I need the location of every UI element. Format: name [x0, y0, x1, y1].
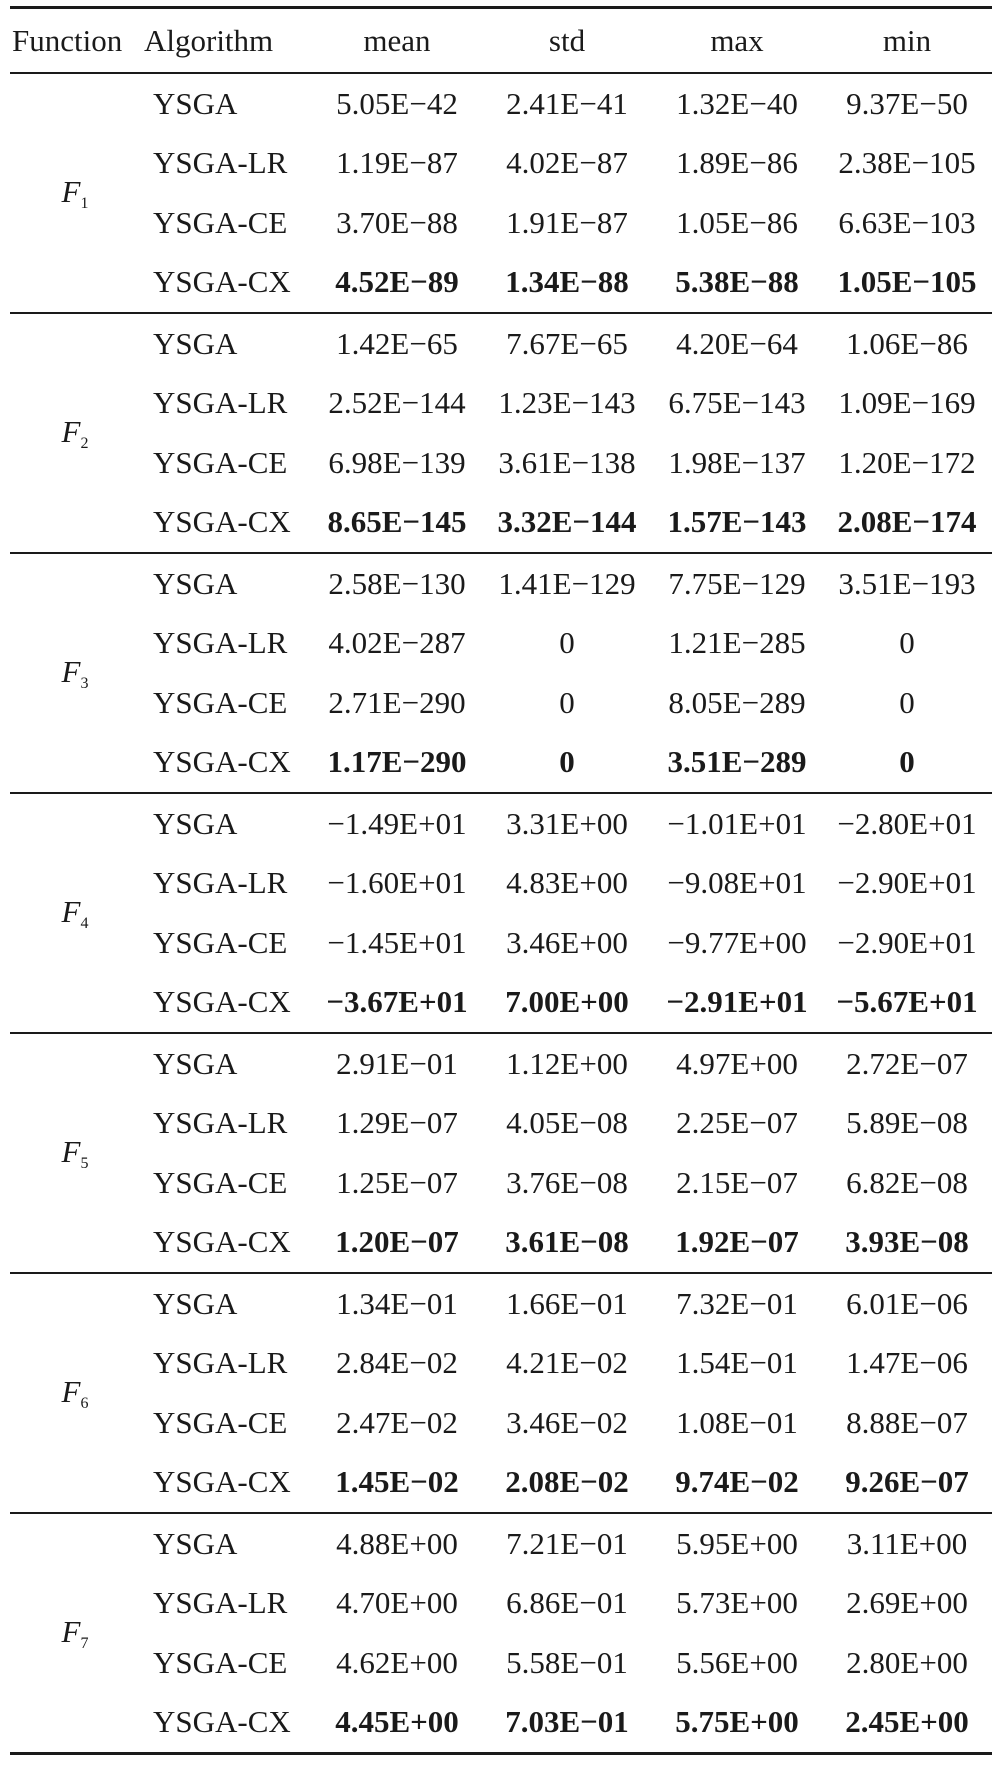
table-row	[10, 1033, 992, 1094]
value-cell-max: 1.54E−01	[676, 1345, 798, 1381]
value-cell-std: 3.46E−02	[506, 1404, 628, 1440]
value-cell-min: 5.89E−08	[846, 1105, 968, 1141]
value-cell-mean: 1.20E−07	[335, 1224, 459, 1260]
algorithm-cell: YSGA	[140, 1513, 312, 1574]
value-cell-max: 7.75E−129	[652, 553, 822, 614]
table-row	[10, 913, 992, 973]
table-body	[10, 73, 992, 1754]
value-cell-mean: 2.47E−02	[336, 1404, 458, 1440]
algorithm-cell: YSGA-LR	[153, 385, 288, 421]
value-cell-max: 2.15E−07	[676, 1164, 798, 1200]
value-cell-std: 7.67E−65	[482, 313, 652, 374]
value-cell-mean: 4.02E−287	[328, 625, 466, 661]
value-cell-std: 5.58E−01	[506, 1644, 628, 1680]
value-cell-mean: −1.49E+01	[312, 793, 482, 854]
value-cell-max: 6.75E−143	[668, 385, 806, 421]
value-cell-max: −9.77E+00	[667, 924, 807, 960]
value-cell-std: 6.86E−01	[506, 1585, 628, 1621]
algorithm-cell: YSGA-CE	[153, 444, 288, 480]
algorithm-cell: YSGA-LR	[153, 1105, 288, 1141]
value-cell-std: 3.46E+00	[506, 924, 628, 960]
value-cell-mean: 1.25E−07	[336, 1164, 458, 1200]
column-header-function: Function	[12, 22, 123, 58]
table-row	[10, 253, 992, 314]
algorithm-cell: YSGA-CX	[153, 984, 291, 1020]
value-cell-mean: 4.62E+00	[336, 1644, 458, 1680]
column-header-mean: mean	[363, 22, 431, 58]
value-cell-mean: 4.52E−89	[335, 264, 459, 300]
function-subscript: 7	[80, 1634, 89, 1652]
table-row	[10, 193, 992, 253]
value-cell-std: 1.91E−87	[506, 204, 628, 240]
algorithm-cell: YSGA-CX	[153, 1224, 291, 1260]
value-cell-mean: 3.70E−88	[336, 204, 458, 240]
value-cell-max: 5.56E+00	[676, 1644, 798, 1680]
value-cell-mean: 2.71E−290	[328, 684, 466, 720]
value-cell-std: 3.76E−08	[506, 1164, 628, 1200]
results-table	[10, 6, 992, 1755]
value-cell-min: 6.01E−06	[822, 1273, 992, 1334]
value-cell-min: 2.45E+00	[845, 1704, 969, 1740]
function-subscript: 4	[80, 914, 89, 932]
value-cell-min: 3.51E−193	[822, 553, 992, 614]
table-row	[10, 433, 992, 493]
value-cell-std: 0	[559, 684, 575, 720]
algorithm-cell: YSGA-LR	[153, 145, 288, 181]
value-cell-mean: 1.42E−65	[312, 313, 482, 374]
value-cell-max: 1.08E−01	[676, 1404, 798, 1440]
value-cell-min: −2.90E+01	[837, 924, 977, 960]
value-cell-mean: 4.45E+00	[335, 1704, 459, 1740]
value-cell-max: 4.20E−64	[652, 313, 822, 374]
value-cell-mean: 6.98E−139	[328, 444, 466, 480]
column-header-max: max	[710, 22, 764, 58]
value-cell-min: −5.67E+01	[836, 984, 978, 1020]
algorithm-cell: YSGA-CE	[153, 1644, 288, 1680]
algorithm-cell: YSGA-LR	[153, 625, 288, 661]
table-row	[10, 854, 992, 914]
results-table-container	[10, 6, 992, 1755]
value-cell-min: 2.72E−07	[822, 1033, 992, 1094]
algorithm-cell: YSGA-CX	[153, 1464, 291, 1500]
value-cell-max: 5.73E+00	[676, 1585, 798, 1621]
algorithm-cell: YSGA-CE	[153, 1164, 288, 1200]
column-header-std: std	[548, 22, 586, 58]
function-subscript: 3	[80, 674, 89, 692]
table-row	[10, 973, 992, 1034]
value-cell-min: 1.06E−86	[822, 313, 992, 374]
value-cell-mean: 5.05E−42	[312, 73, 482, 134]
value-cell-min: 8.88E−07	[846, 1404, 968, 1440]
algorithm-cell: YSGA-CE	[153, 684, 288, 720]
value-cell-max: −9.08E+01	[667, 865, 807, 901]
algorithm-cell: YSGA	[140, 1033, 312, 1094]
value-cell-min: −2.90E+01	[837, 865, 977, 901]
value-cell-std: 2.41E−41	[482, 73, 652, 134]
value-cell-max: −1.01E+01	[652, 793, 822, 854]
value-cell-std: 1.23E−143	[498, 385, 636, 421]
value-cell-mean: 1.29E−07	[336, 1105, 458, 1141]
value-cell-std: 7.03E−01	[505, 1704, 629, 1740]
value-cell-mean: 1.34E−01	[312, 1273, 482, 1334]
function-symbol: F	[61, 1613, 81, 1649]
value-cell-max: 1.05E−86	[676, 204, 798, 240]
value-cell-mean: −3.67E+01	[326, 984, 468, 1020]
value-cell-mean: −1.60E+01	[327, 865, 467, 901]
function-label	[10, 553, 140, 793]
table-header	[10, 8, 992, 74]
table-row	[10, 493, 992, 554]
value-cell-std: 4.83E+00	[506, 865, 628, 901]
value-cell-min: 0	[899, 684, 915, 720]
algorithm-cell: YSGA-LR	[153, 865, 288, 901]
value-cell-std: 4.02E−87	[506, 145, 628, 181]
table-row	[10, 1513, 992, 1574]
table-row	[10, 793, 992, 854]
value-cell-std: 4.21E−02	[506, 1345, 628, 1381]
function-label	[10, 1033, 140, 1273]
header-row	[10, 8, 992, 74]
column-header-algorithm: Algorithm	[144, 22, 274, 58]
value-cell-max: 3.51E−289	[667, 744, 807, 780]
algorithm-cell: YSGA-LR	[153, 1345, 288, 1381]
algorithm-cell: YSGA	[140, 73, 312, 134]
value-cell-std: 7.21E−01	[482, 1513, 652, 1574]
value-cell-mean: −1.45E+01	[327, 924, 467, 960]
function-label	[10, 73, 140, 313]
table-row	[10, 313, 992, 374]
algorithm-cell: YSGA-CX	[153, 1704, 291, 1740]
function-subscript: 6	[80, 1394, 89, 1412]
value-cell-min: 2.38E−105	[838, 145, 976, 181]
value-cell-min: 0	[899, 744, 915, 780]
value-cell-max: 5.75E+00	[675, 1704, 799, 1740]
value-cell-std: 3.32E−144	[497, 504, 637, 540]
algorithm-cell: YSGA-CE	[153, 204, 288, 240]
value-cell-min: 6.63E−103	[838, 204, 976, 240]
algorithm-cell: YSGA-CX	[153, 264, 291, 300]
function-symbol: F	[61, 893, 81, 929]
algorithm-cell: YSGA-LR	[153, 1585, 288, 1621]
function-label	[10, 1513, 140, 1754]
value-cell-min: 6.82E−08	[846, 1164, 968, 1200]
function-label	[10, 313, 140, 553]
function-subscript: 1	[80, 194, 89, 212]
value-cell-min: 1.09E−169	[838, 385, 976, 421]
value-cell-mean: 2.58E−130	[312, 553, 482, 614]
value-cell-std: 2.08E−02	[505, 1464, 629, 1500]
value-cell-max: 1.89E−86	[676, 145, 798, 181]
value-cell-min: 3.11E+00	[822, 1513, 992, 1574]
value-cell-std: 1.41E−129	[482, 553, 652, 614]
table-row	[10, 614, 992, 674]
table-row	[10, 1633, 992, 1693]
table-row	[10, 1574, 992, 1634]
algorithm-cell: YSGA-CE	[153, 924, 288, 960]
value-cell-std: 1.34E−88	[505, 264, 629, 300]
value-cell-max: 5.38E−88	[675, 264, 799, 300]
value-cell-min: 0	[899, 625, 915, 661]
algorithm-cell: YSGA	[140, 1273, 312, 1334]
table-row	[10, 733, 992, 794]
table-row	[10, 1693, 992, 1754]
function-label	[10, 793, 140, 1033]
function-symbol: F	[61, 173, 81, 209]
value-cell-max: 8.05E−289	[668, 684, 806, 720]
table-row	[10, 1213, 992, 1274]
table-row	[10, 1273, 992, 1334]
value-cell-mean: 1.45E−02	[335, 1464, 459, 1500]
value-cell-std: 3.61E−08	[505, 1224, 629, 1260]
value-cell-std: 0	[559, 744, 575, 780]
value-cell-mean: 4.70E+00	[336, 1585, 458, 1621]
column-header-min: min	[882, 22, 932, 58]
function-subscript: 2	[80, 434, 89, 452]
algorithm-cell: YSGA	[140, 313, 312, 374]
value-cell-min: 1.20E−172	[838, 444, 976, 480]
function-symbol: F	[61, 413, 81, 449]
value-cell-max: 1.92E−07	[675, 1224, 799, 1260]
table-row	[10, 1334, 992, 1394]
value-cell-min: 9.37E−50	[822, 73, 992, 134]
value-cell-mean: 2.84E−02	[336, 1345, 458, 1381]
function-subscript: 5	[80, 1154, 89, 1172]
value-cell-std: 7.00E+00	[505, 984, 629, 1020]
value-cell-std: 0	[559, 625, 575, 661]
value-cell-mean: 2.91E−01	[312, 1033, 482, 1094]
value-cell-std: 3.31E+00	[482, 793, 652, 854]
table-row	[10, 1153, 992, 1213]
table-row	[10, 673, 992, 733]
value-cell-max: 1.57E−143	[667, 504, 807, 540]
value-cell-min: 2.80E+00	[846, 1644, 968, 1680]
value-cell-std: 1.12E+00	[482, 1033, 652, 1094]
algorithm-cell: YSGA-CX	[153, 504, 291, 540]
table-row	[10, 553, 992, 614]
value-cell-std: 3.61E−138	[498, 444, 636, 480]
value-cell-max: 1.98E−137	[668, 444, 806, 480]
value-cell-max: 7.32E−01	[652, 1273, 822, 1334]
value-cell-mean: 1.17E−290	[327, 744, 467, 780]
value-cell-mean: 2.52E−144	[328, 385, 466, 421]
value-cell-min: 1.05E−105	[837, 264, 977, 300]
value-cell-std: 1.66E−01	[482, 1273, 652, 1334]
table-row	[10, 1094, 992, 1154]
value-cell-std: 4.05E−08	[506, 1105, 628, 1141]
table-row	[10, 1453, 992, 1514]
value-cell-mean: 1.19E−87	[336, 145, 458, 181]
value-cell-max: −2.91E+01	[666, 984, 808, 1020]
table-row	[10, 374, 992, 434]
value-cell-max: 1.32E−40	[652, 73, 822, 134]
value-cell-max: 4.97E+00	[652, 1033, 822, 1094]
value-cell-mean: 8.65E−145	[327, 504, 467, 540]
value-cell-mean: 4.88E+00	[312, 1513, 482, 1574]
algorithm-cell: YSGA-CE	[153, 1404, 288, 1440]
function-label	[10, 1273, 140, 1513]
table-row	[10, 73, 992, 134]
algorithm-cell: YSGA-CX	[153, 744, 291, 780]
value-cell-min: −2.80E+01	[822, 793, 992, 854]
value-cell-min: 3.93E−08	[845, 1224, 969, 1260]
algorithm-cell: YSGA	[140, 553, 312, 614]
table-row	[10, 1393, 992, 1453]
function-symbol: F	[61, 653, 81, 689]
value-cell-min: 2.69E+00	[846, 1585, 968, 1621]
function-symbol: F	[61, 1133, 81, 1169]
value-cell-max: 1.21E−285	[668, 625, 806, 661]
value-cell-max: 5.95E+00	[652, 1513, 822, 1574]
value-cell-min: 9.26E−07	[845, 1464, 969, 1500]
value-cell-max: 9.74E−02	[675, 1464, 799, 1500]
table-row	[10, 134, 992, 194]
function-symbol: F	[61, 1373, 81, 1409]
algorithm-cell: YSGA	[140, 793, 312, 854]
value-cell-min: 1.47E−06	[846, 1345, 968, 1381]
value-cell-max: 2.25E−07	[676, 1105, 798, 1141]
value-cell-min: 2.08E−174	[837, 504, 977, 540]
